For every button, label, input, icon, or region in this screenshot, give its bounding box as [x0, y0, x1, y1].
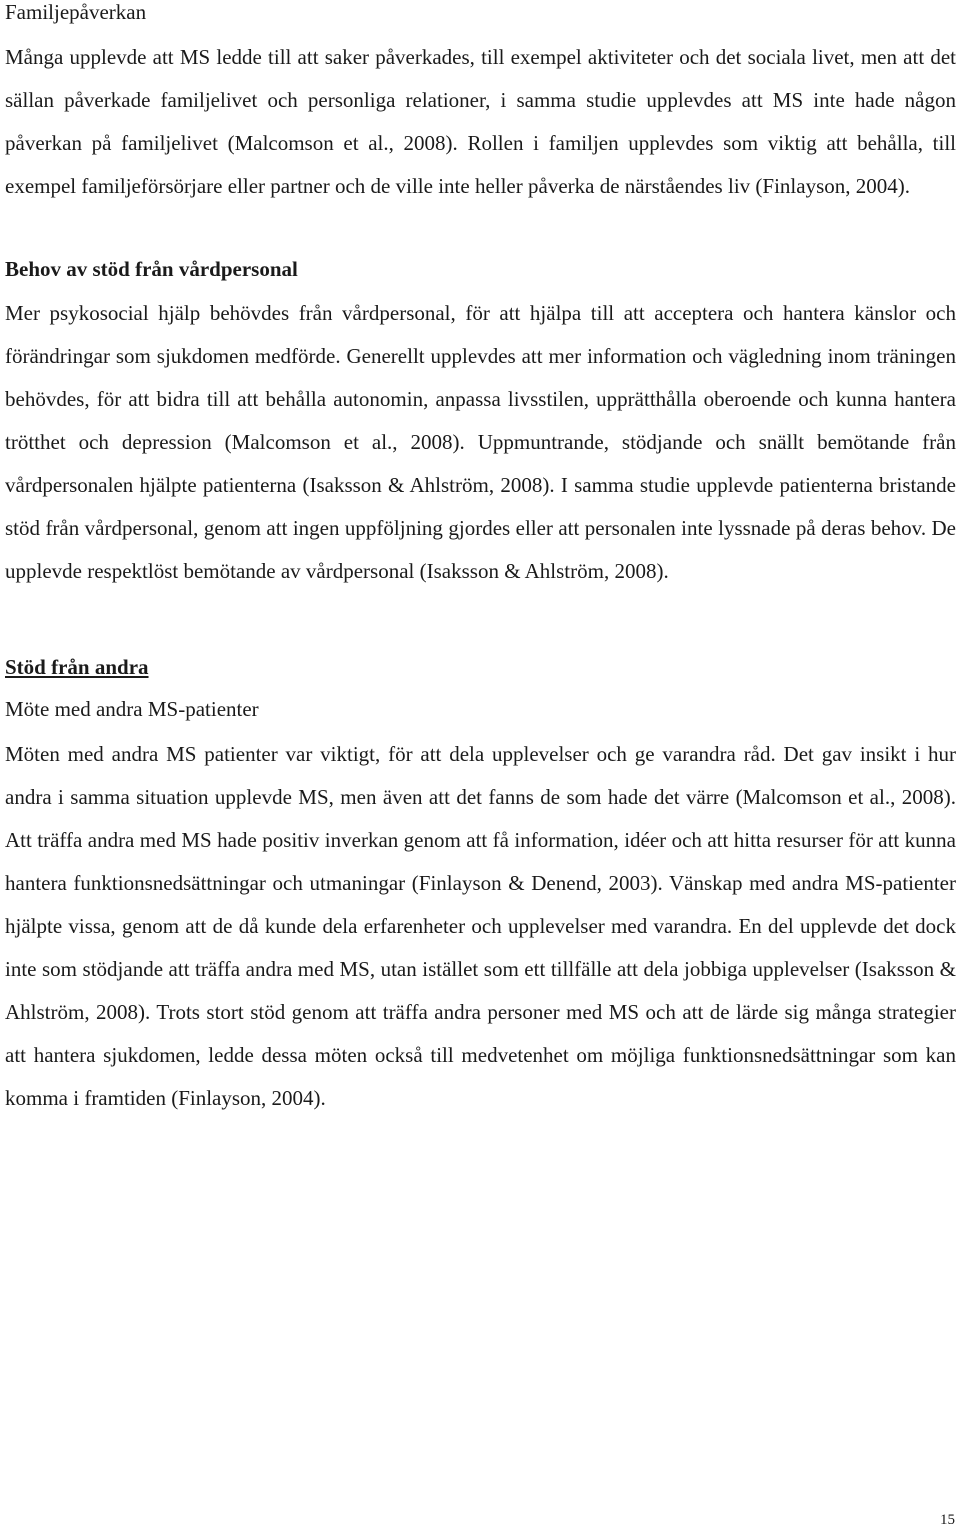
- section-heading-behov-av-stod: Behov av stöd från vårdpersonal: [5, 257, 298, 281]
- page-number: 15: [940, 1512, 955, 1528]
- paragraph-behov-av-stod: Mer psykosocial hjälp behövdes från vårdpersonal, för att hjälpa till att acceptera och hantera känslor och förändringar som sjukdomen medförde. Generellt upplevdes att mer information och vägledning inom träningen behövdes, för att bidra till att behålla autonomin, anpassa livsstilen, upprätthålla oberoende och kunna hantera trötthet och depression (Malcomson et al., 2008). Uppmuntrande, stödjande och snällt bemötande från vårdpersonalen hjälpte patienterna (Isaksson & Ahlström, 2008). I samma studie upplevde patienterna bristande stöd från vårdpersonal, genom att ingen uppföljning gjordes eller att personalen inte lyssnade på deras behov. De upplevde respektlöst bemötande av vårdpersonal (Isaksson & Ahlström, 2008).: [5, 301, 956, 583]
- document-page: [5, 0, 956, 1120]
- paragraph-mote-med-andra: Möten med andra MS patienter var viktigt, för att dela upplevelser och ge varandra råd. Det gav insikt i hur andra i samma situation upplevde MS, men även att det fanns de som hade det värre (Malcomson et al., 2008). Att träffa andra med MS hade positiv inverkan genom att få information, idéer och att hitta resurser för att kunna hantera funktionsnedsättningar och utmaningar (Finlayson & Denend, 2003). Vänskap med andra MS-patienter hjälpte vissa, genom att de då kunde dela erfarenheter och upplevelser med varandra. En del upplevde det dock inte som stödjande att träffa andra med MS, utan istället som ett tillfälle att dela jobbiga upplevelser (Isaksson & Ahlström, 2008). Trots stort stöd genom att träffa andra personer med MS och att de lärde sig många strategier att hantera sjukdomen, ledde dessa möten också till medvetenhet om möjliga funktionsnedsättningar som kan komma i framtiden (Finlayson, 2004).: [5, 742, 956, 1110]
- section-subheading-mote-med-andra: Möte med andra MS-patienter: [5, 697, 259, 721]
- section-subheading-familjepaverkan: Familjepåverkan: [5, 0, 147, 24]
- paragraph-familjepaverkan: Många upplevde att MS ledde till att saker påverkades, till exempel aktiviteter och det sociala livet, men att det sällan påverkade familjelivet och personliga relationer, i samma studie upplevdes att MS inte hade någon påverkan på familjelivet (Malcomson et al., 2008). Rollen i familjen upplevdes som viktig att behålla, till exempel familjeförsörjare eller partner och de ville inte heller påverka de närståendes liv (Finlayson, 2004).: [5, 45, 956, 198]
- section-heading-stod-fran-andra: Stöd från andra: [5, 655, 149, 679]
